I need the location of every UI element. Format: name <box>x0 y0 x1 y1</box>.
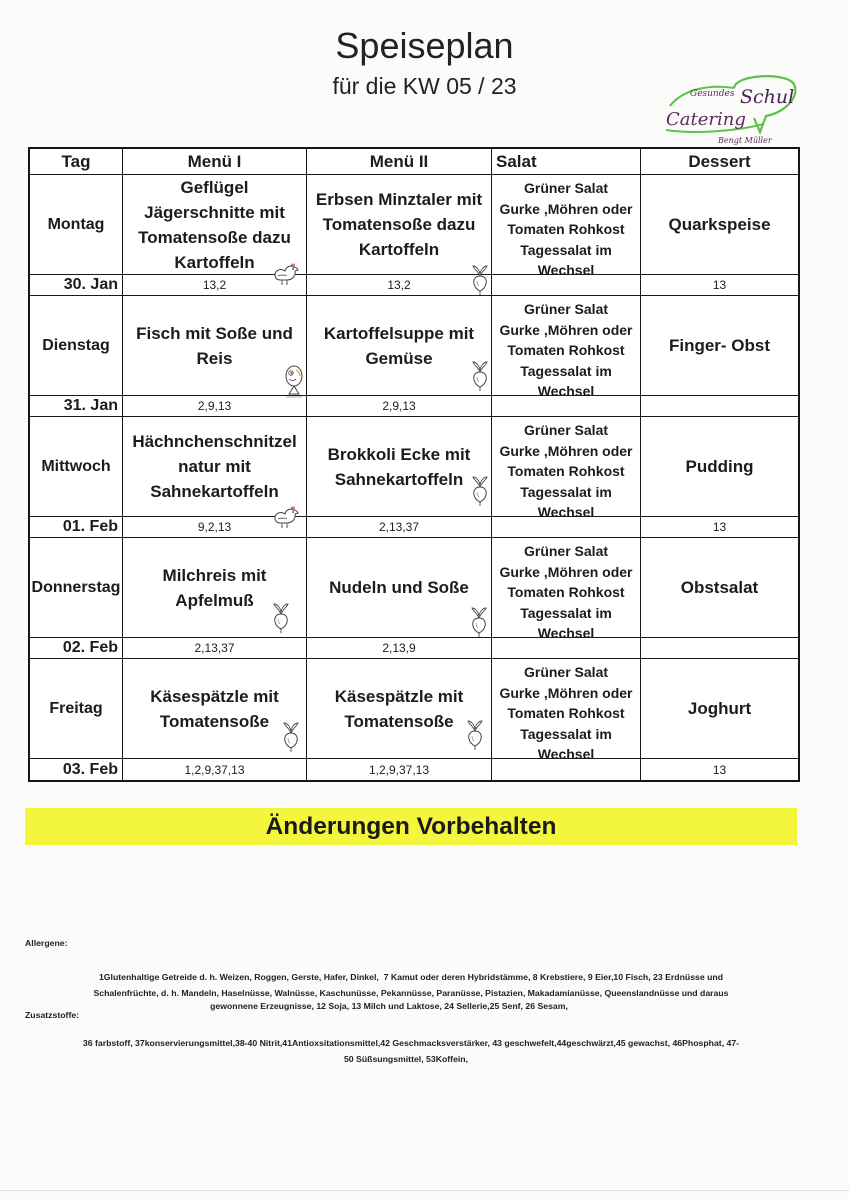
salad-line: Gurke ,Möhren oder <box>499 200 633 217</box>
menu-2-line: Käsespätzle mit <box>334 686 464 706</box>
menu-2-cell <box>307 296 492 396</box>
salad-line: Wechsel <box>537 504 595 521</box>
menu-1-cell <box>123 538 307 638</box>
menu-2-cell <box>307 175 492 275</box>
salad-line: Wechsel <box>537 746 595 763</box>
menu-1-line: Apfelmuß <box>175 590 254 610</box>
menu-2-line: Kartoffelsuppe mit <box>323 323 475 343</box>
logo-text-owner: Bengt Müller <box>718 136 772 145</box>
salad-allergens-empty <box>492 638 641 659</box>
chicken-icon <box>272 505 300 529</box>
day-name: Montag <box>30 175 123 275</box>
menu-2-cell <box>307 659 492 759</box>
day-date: 01. Feb <box>30 517 123 538</box>
menu-1-cell <box>123 175 307 275</box>
column-header-menu-1: Menü I <box>123 149 307 175</box>
menu-1-cell <box>123 659 307 759</box>
salad-allergens-empty <box>492 275 641 296</box>
radish-icon <box>282 721 300 753</box>
menu-1-allergens: 2,9,13 <box>123 396 307 417</box>
salad-line: Grüner Salat <box>523 301 609 317</box>
dessert-name: Joghurt <box>641 659 798 759</box>
page-title: Speiseplan <box>335 25 514 66</box>
menu-1-line: Käsespätzle mit <box>150 686 279 706</box>
menu-1-line: Milchreis mit <box>162 565 267 585</box>
salad-line: Wechsel <box>537 625 595 642</box>
salad-allergens-empty <box>492 517 641 538</box>
salad-line: Grüner Salat <box>523 664 609 680</box>
day-name: Freitag <box>30 659 123 759</box>
allergens-label: Allergene: <box>25 938 68 948</box>
menu-1-allergens: 9,2,13 <box>123 517 307 538</box>
menu-2-allergens: 2,13,9 <box>307 638 492 659</box>
salad-cell <box>492 296 641 400</box>
day-name: Donnerstag <box>30 538 123 638</box>
dessert-allergens <box>641 638 798 659</box>
catering-logo <box>660 72 798 146</box>
dessert-allergens <box>641 396 798 417</box>
salad-line: Tagessalat im <box>520 483 612 500</box>
allergens-line: 1Glutenhaltige Getreide d. h. Weizen, Roggen, Gerste, Hafer, Dinkel, 7 Kamut oder deren Hybridstämme, 8 Krebstiere, 9 Eier,10 Fisch, 23 Erdnüsse und <box>98 972 724 982</box>
scan-edge-line <box>0 1190 849 1191</box>
salad-line: Tomaten Rohkost <box>507 463 625 480</box>
chicken-icon <box>272 262 300 286</box>
menu-1-line: Reis <box>196 348 233 368</box>
menu-1-allergens: 2,13,37 <box>123 638 307 659</box>
notice-banner: Änderungen Vorbehalten <box>25 808 797 845</box>
logo-text-small: Gesundes <box>690 89 735 99</box>
menu-2-line: Gemüse <box>365 348 433 368</box>
dessert-name: Quarkspeise <box>641 175 798 275</box>
additives-line: 50 Süßsungsmittel, 53Koffein, <box>343 1054 469 1064</box>
menu-1-cell <box>123 417 307 517</box>
salad-line: Grüner Salat <box>523 543 609 559</box>
additives-line: 36 farbstoff, 37konservierungsmittel,38-40 Nitrit,41Antioxsitationsmittel,42 Geschmacksverstärker, 43 geschwefelt,44geschwärzt,45 gewachst, 46Phosphat, 47- <box>82 1038 740 1048</box>
column-header-salad: Salat <box>492 149 641 175</box>
menu-2-line: Brokkoli Ecke mit <box>327 444 471 464</box>
menu-2-line: Tomatensoße dazu <box>322 215 476 234</box>
allergens-line: Schalenfrüchte, d. h. Mandeln, Haselnüsse, Walnüsse, Kaschunüsse, Pekannüsse, Paranüsse, Pistazien, Makadamianüsse, Queenslandnüsse und daraus <box>93 988 729 998</box>
salad-line: Grüner Salat <box>523 180 609 196</box>
fish-icon <box>283 362 305 398</box>
salad-line: Tomaten Rohkost <box>507 342 625 359</box>
radish-icon <box>471 360 489 392</box>
dessert-allergens: 13 <box>641 517 798 538</box>
radish-icon <box>466 719 484 751</box>
salad-line: Wechsel <box>537 262 595 279</box>
dessert-name: Pudding <box>641 417 798 517</box>
salad-line: Gurke ,Möhren oder <box>499 442 633 459</box>
day-date: 02. Feb <box>30 638 123 659</box>
salad-cell <box>492 538 641 642</box>
menu-table <box>28 147 800 782</box>
day-date: 31. Jan <box>30 396 123 417</box>
menu-1-line: Hächnchenschnitzel <box>132 432 297 451</box>
menu-1-cell <box>123 296 307 396</box>
radish-icon <box>470 606 488 638</box>
menu-2-line: Kartoffeln <box>358 240 440 259</box>
salad-cell <box>492 417 641 521</box>
salad-allergens-empty <box>492 759 641 780</box>
page-subtitle: für die KW 05 / 23 <box>332 73 517 99</box>
radish-icon <box>272 602 290 634</box>
salad-line: Tagessalat im <box>520 241 612 258</box>
dessert-name: Finger- Obst <box>641 296 798 396</box>
allergens-line: gewonnene Erzeugnisse, 12 Soja, 13 Milch und Laktose, 24 Sellerie,25 Senf, 26 Sesam, <box>210 1001 568 1011</box>
salad-line: Tagessalat im <box>520 362 612 379</box>
salad-line: Gurke ,Möhren oder <box>499 321 633 338</box>
dessert-allergens: 13 <box>641 275 798 296</box>
logo-text-catering: Catering <box>666 109 746 130</box>
menu-2-allergens: 1,2,9,37,13 <box>307 759 492 780</box>
menu-2-line: Sahnekartoffeln <box>334 469 464 489</box>
salad-cell <box>492 659 641 763</box>
salad-line: Wechsel <box>537 383 595 400</box>
salad-line: Grüner Salat <box>523 422 609 438</box>
additives-label: Zusatzstoffe: <box>25 1010 80 1020</box>
dessert-name: Obstsalat <box>641 538 798 638</box>
menu-1-line: natur mit <box>178 457 251 476</box>
radish-icon <box>471 264 489 296</box>
menu-1-allergens: 1,2,9,37,13 <box>123 759 307 780</box>
menu-1-line: Kartoffeln <box>174 252 255 272</box>
menu-1-line: Fisch mit Soße und <box>136 323 293 343</box>
menu-2-allergens: 13,2 <box>307 275 492 296</box>
salad-cell <box>492 175 641 279</box>
salad-line: Gurke ,Möhren oder <box>499 563 633 580</box>
column-header-menu-2: Menü II <box>307 149 492 175</box>
dessert-allergens: 13 <box>712 762 727 777</box>
radish-icon <box>471 475 489 507</box>
column-header-tag: Tag <box>30 149 123 175</box>
menu-2-allergens: 2,13,37 <box>307 517 492 538</box>
menu-2-allergens: 2,9,13 <box>307 396 492 417</box>
salad-line: Gurke ,Möhren oder <box>499 684 633 701</box>
salad-allergens-empty <box>492 396 641 417</box>
menu-1-allergens: 13,2 <box>123 275 307 296</box>
day-date: 03. Feb <box>30 759 123 780</box>
menu-1-line: Sahnekartoffeln <box>150 482 279 501</box>
day-date: 30. Jan <box>30 275 123 296</box>
salad-line: Tagessalat im <box>520 604 612 621</box>
menu-2-line: Erbsen Minztaler mit <box>315 190 483 209</box>
day-name: Mittwoch <box>30 417 123 517</box>
salad-line: Tagessalat im <box>520 725 612 742</box>
menu-2-cell <box>307 417 492 517</box>
menu-2-line: Nudeln und Soße <box>329 578 469 597</box>
menu-1-line: Geflügel <box>180 177 249 197</box>
menu-2-line: Tomatensoße <box>344 711 454 731</box>
menu-1-line: Tomatensoße <box>159 711 270 731</box>
salad-line: Tomaten Rohkost <box>507 584 625 601</box>
salad-line: Tomaten Rohkost <box>507 221 625 238</box>
menu-2-cell <box>307 538 492 638</box>
logo-text-schul: Schul <box>740 86 795 108</box>
salad-line: Tomaten Rohkost <box>507 705 625 722</box>
day-name: Dienstag <box>30 296 123 396</box>
column-header-dessert: Dessert <box>641 149 798 175</box>
menu-1-line: Tomatensoße dazu <box>138 227 291 247</box>
menu-1-line: Jägerschnitte mit <box>144 202 285 222</box>
